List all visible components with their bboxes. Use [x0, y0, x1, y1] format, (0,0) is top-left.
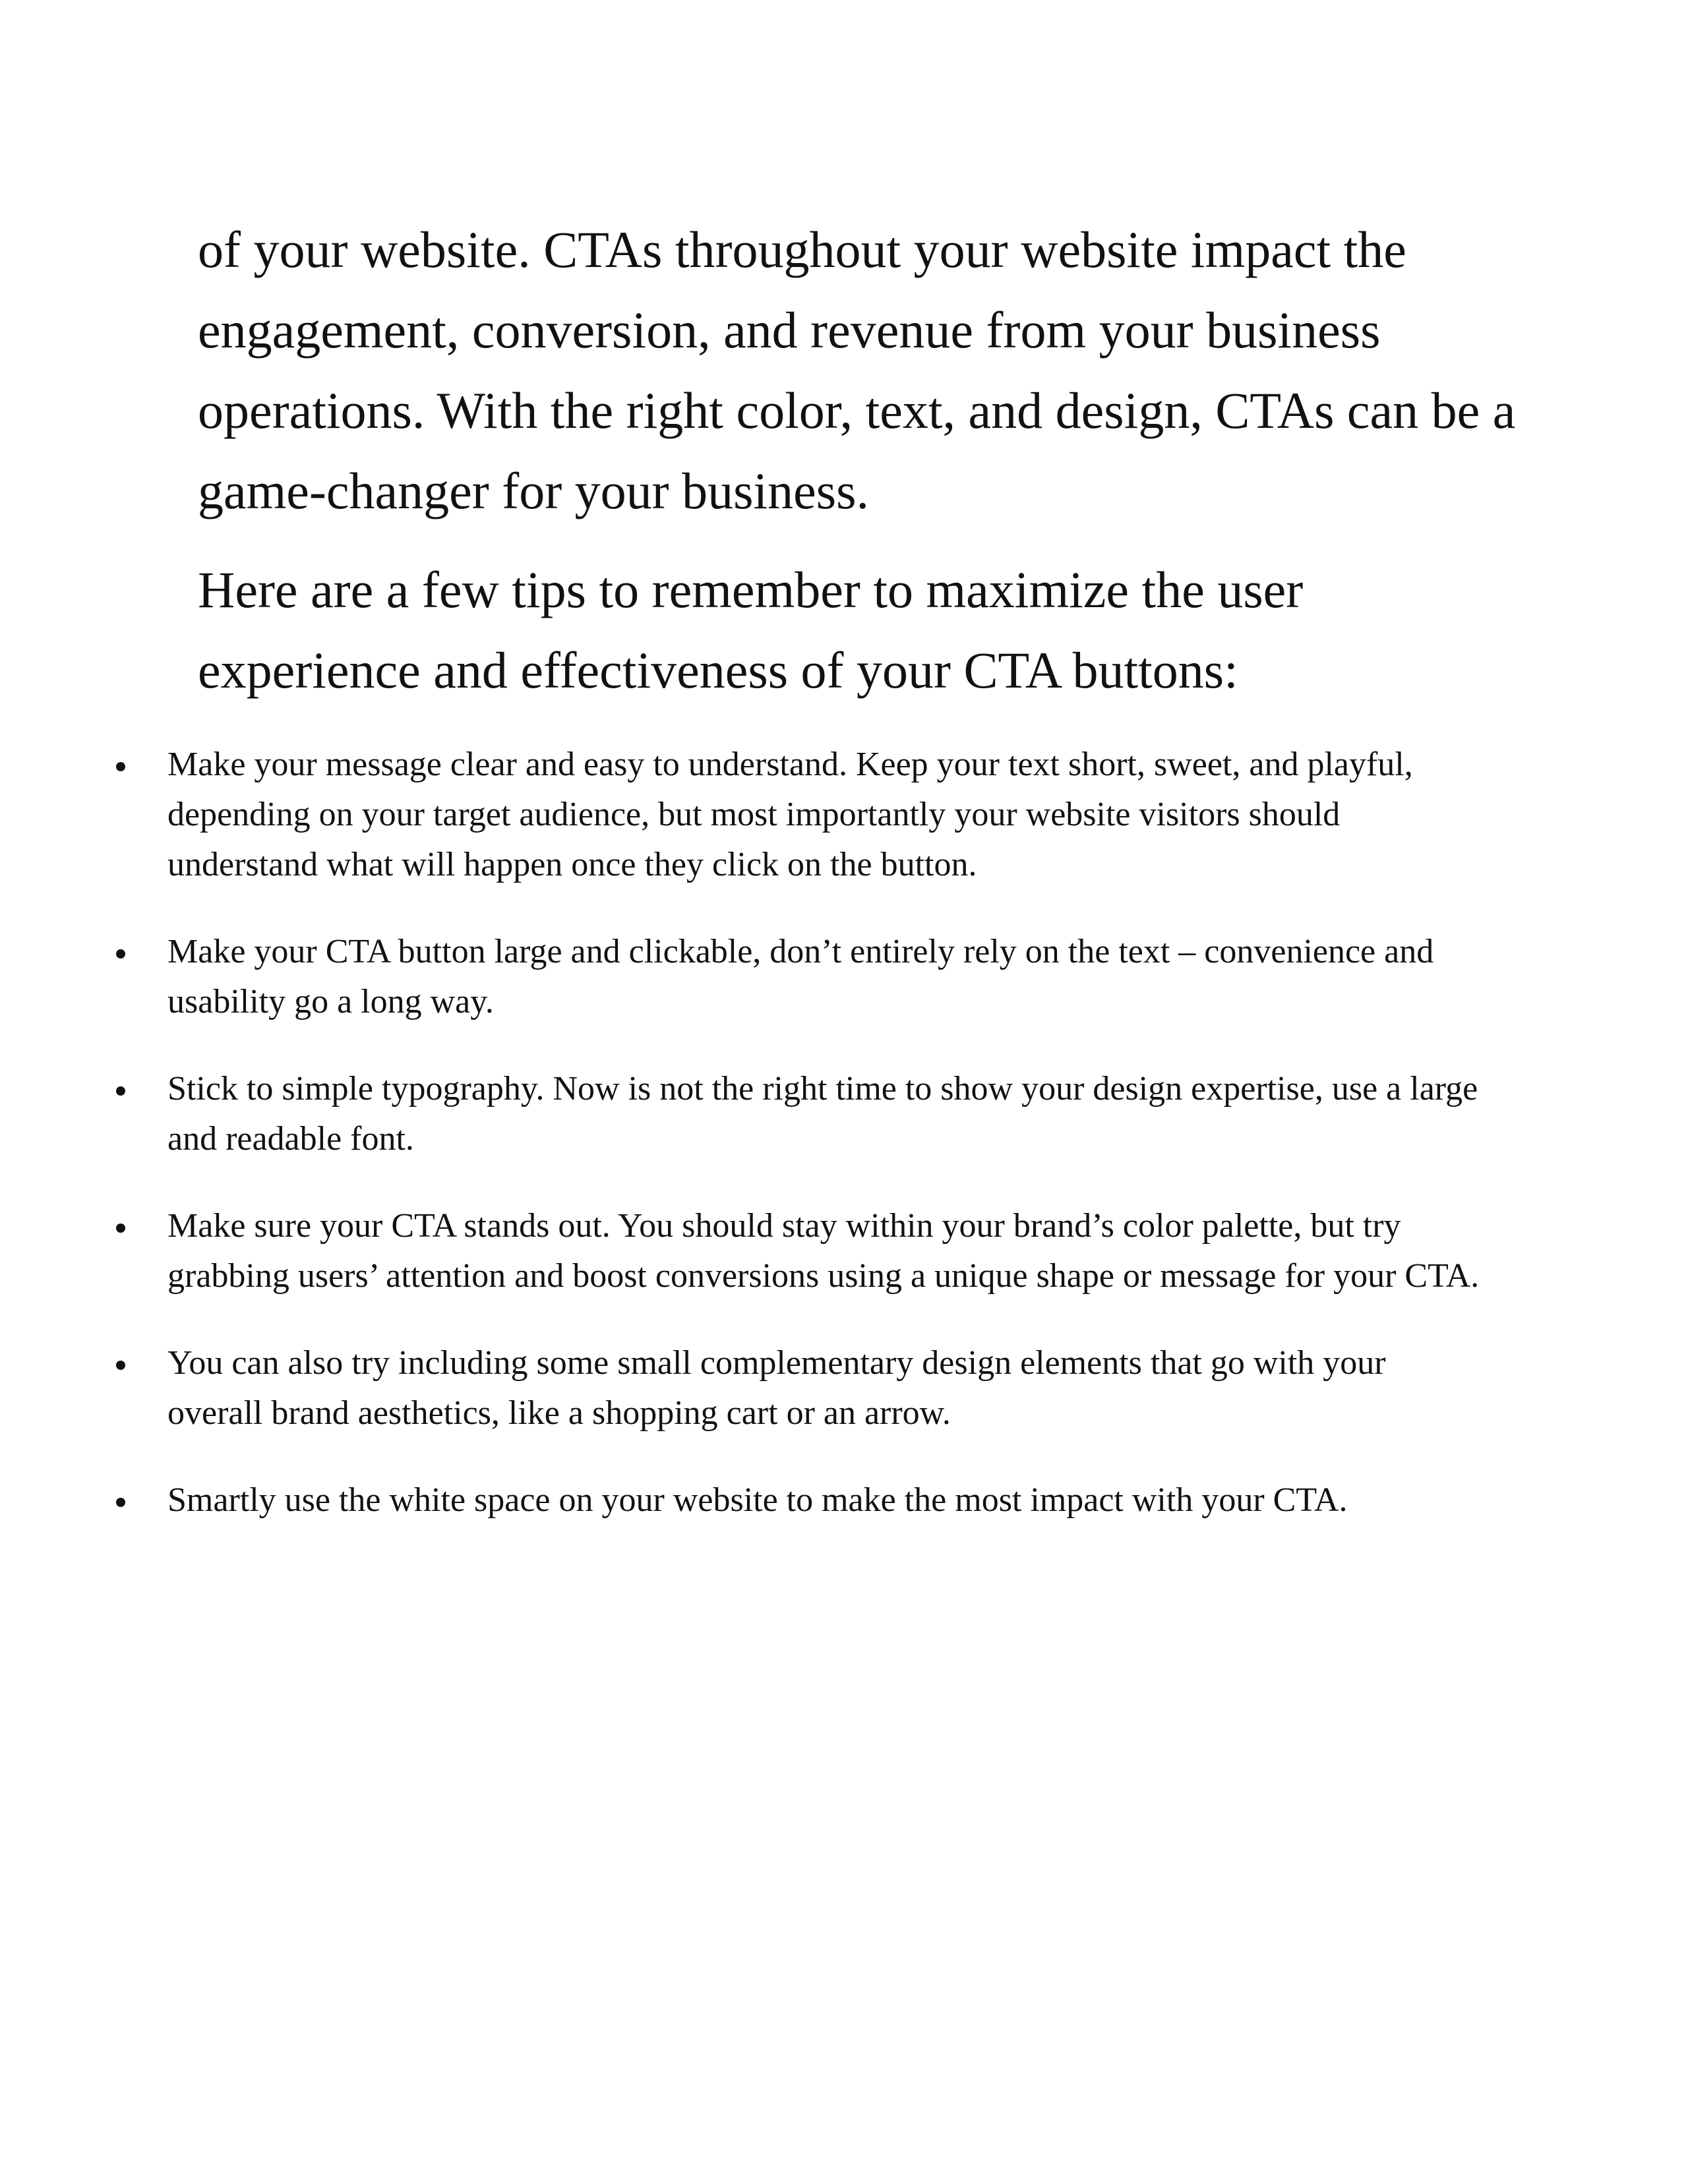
list-item: [0, 1475, 1688, 1525]
list-item: [0, 1064, 1688, 1164]
list-item-text: Make sure your CTA stands out. You should stay within your brand’s color palette, but try grabbing users’ attention and boost conversions using a unique shape or message for your CTA.: [167, 1207, 1480, 1295]
list-item-text: Make your message clear and easy to understand. Keep your text short, sweet, and playful, depending on your target audience, but most importantly your website visitors should understand what will happen once they click on the button.: [167, 746, 1413, 883]
list-item-text: Make your CTA button large and clickable, don’t entirely rely on the text – convenience and usability go a long way.: [167, 933, 1434, 1020]
list-item-text: You can also try including some small complementary design elements that go with your overall brand aesthetics, like a shopping cart or an arrow.: [167, 1344, 1386, 1432]
paragraph-cta-impact: of your website. CTAs throughout your website impact the engagement, conversion, and revenue from your business operations. With the right color, text, and design, CTAs can be a game-changer for your business.: [198, 221, 1516, 519]
bullet-icon: [116, 949, 125, 959]
bullet-icon: [116, 1086, 125, 1096]
list-item: [0, 1201, 1688, 1301]
list-item: [0, 1338, 1688, 1438]
list-item-text: Stick to simple typography. Now is not the right time to show your design expertise, use a large and readable font.: [167, 1070, 1478, 1158]
list-item: [0, 740, 1688, 890]
intro-section: [198, 210, 1517, 711]
bullet-icon: [116, 762, 125, 771]
list-item: [0, 927, 1688, 1027]
bullet-icon: [116, 1498, 125, 1507]
tips-list: [0, 740, 1688, 1562]
bullet-icon: [116, 1361, 125, 1370]
paragraph-tips-intro: Here are a few tips to remember to maximize the user experience and effectiveness of your CTA buttons:: [198, 561, 1304, 699]
bullet-icon: [116, 1224, 125, 1233]
list-item-text: Smartly use the white space on your website to make the most impact with your CTA.: [167, 1481, 1348, 1519]
